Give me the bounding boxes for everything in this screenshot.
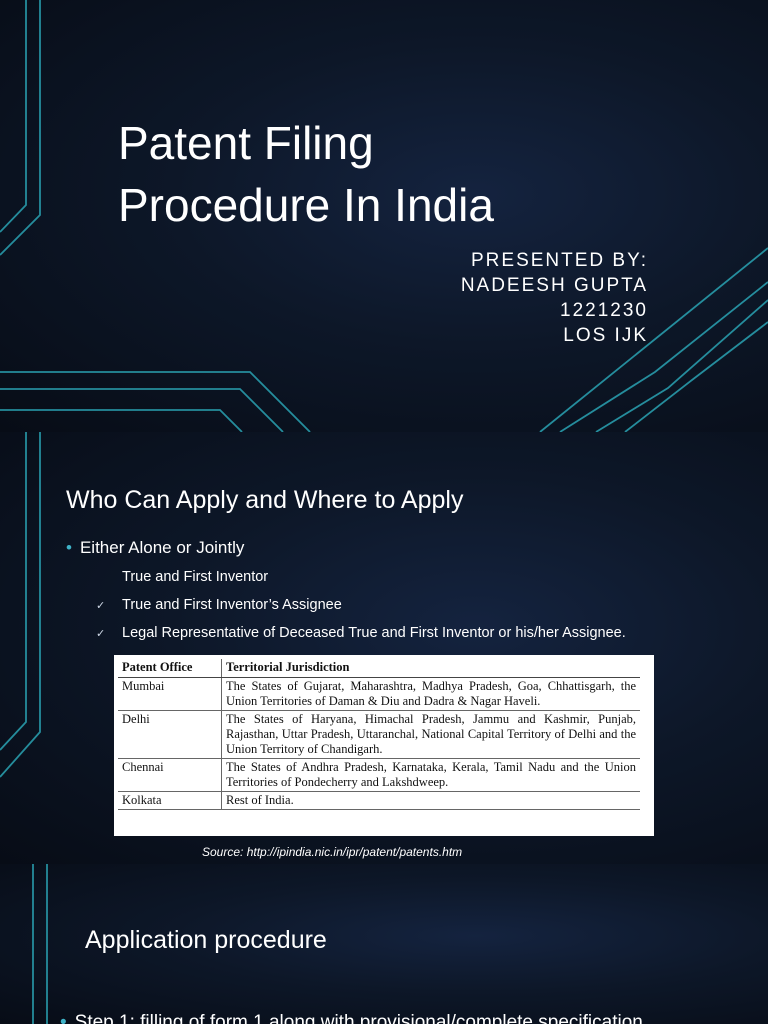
presenter-id: 1221230 xyxy=(560,300,648,321)
sub-item: ✓ Legal Representative of Deceased True and First Inventor or his/her Assignee. xyxy=(96,625,626,641)
bullet-dot-icon: • xyxy=(60,1012,67,1033)
jurisdiction-cell: The States of Haryana, Himachal Pradesh, Jammu and Kashmir, Punjab, Rajasthan, Uttar Pradesh, Uttaranchal, National Capital Territory of Delhi and the Union Territory of Chandigarh. xyxy=(222,711,641,759)
jurisdiction-cell: The States of Gujarat, Maharashtra, Madhya Pradesh, Goa, Chhattisgarh, the Union Territories of Daman & Diu and Dadra & Nagar Haveli. xyxy=(222,678,641,711)
table-header-office: Patent Office xyxy=(118,659,222,678)
table-row xyxy=(118,711,640,759)
office-cell: Kolkata xyxy=(118,792,222,810)
presenter-info xyxy=(461,248,648,348)
jurisdiction-cell: The States of Andhra Pradesh, Karnataka, Kerala, Tamil Nadu and the Union Territories of Pondecherry and Lakshdweep. xyxy=(222,759,641,792)
table-row xyxy=(118,759,640,792)
bullet-item: • Either Alone or Jointly xyxy=(66,538,245,557)
table-header-jurisdiction: Territorial Jurisdiction xyxy=(222,659,641,678)
presenter-section: LOS IJK xyxy=(563,325,648,346)
jurisdiction-table xyxy=(118,659,640,810)
slide-heading: Who Can Apply and Where to Apply xyxy=(66,486,464,514)
office-cell: Delhi xyxy=(118,711,222,759)
table-row xyxy=(118,792,640,810)
bullet-dot-icon: • xyxy=(66,538,72,557)
checkmark-icon: ✓ xyxy=(96,628,106,640)
office-cell: Mumbai xyxy=(118,678,222,711)
presenter-name: NADEESH GUPTA xyxy=(460,275,648,296)
slide-heading: Application procedure xyxy=(85,926,327,954)
title-slide xyxy=(0,0,768,432)
jurisdiction-cell: Rest of India. xyxy=(222,792,641,810)
bullet-item: • Step 1: filling of form 1 along with provisional/complete specification xyxy=(60,1012,643,1033)
jurisdiction-table-image xyxy=(114,655,654,836)
source-citation: Source: http://ipindia.nic.in/ipr/patent/patents.htm xyxy=(202,845,463,859)
sub-item: True and First Inventor xyxy=(122,569,269,585)
sub-item: ✓ True and First Inventor’s Assignee xyxy=(96,597,342,613)
presenter-label: PRESENTED BY: xyxy=(471,250,648,271)
checkmark-icon: ✓ xyxy=(96,600,106,612)
table-row xyxy=(118,678,640,711)
office-cell: Chennai xyxy=(118,759,222,792)
slide-title: Patent Filing Procedure In India xyxy=(118,117,494,231)
